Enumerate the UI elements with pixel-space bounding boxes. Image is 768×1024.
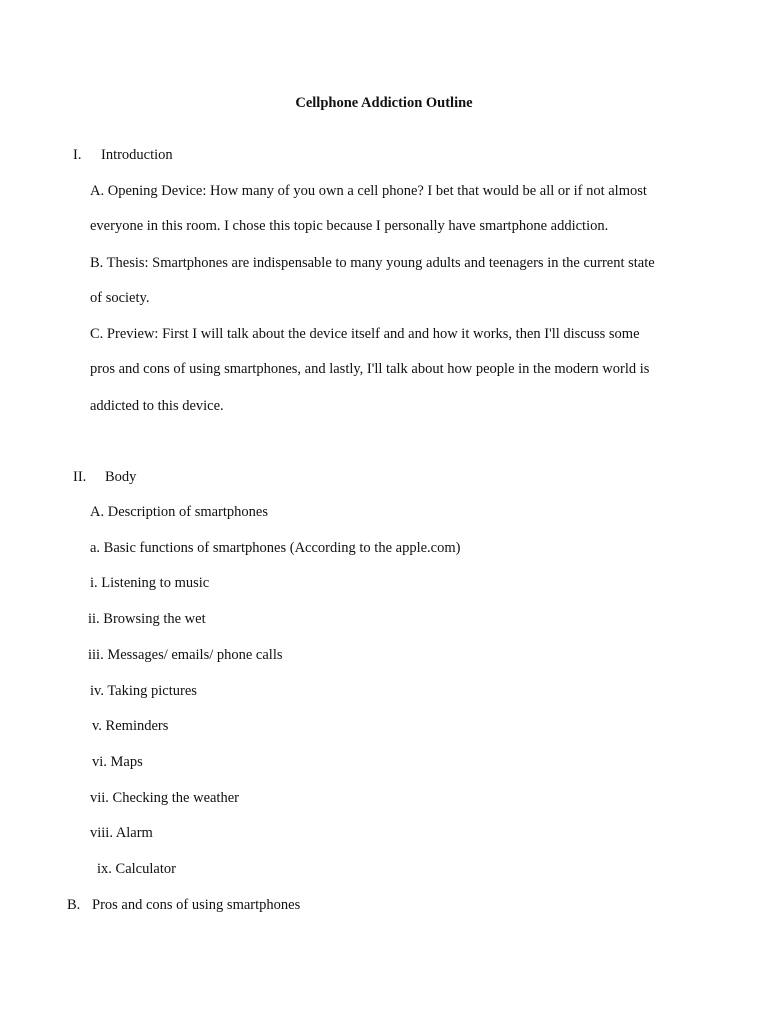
- subsection-numeral: B.: [67, 897, 81, 913]
- section-heading-text: Introduction: [101, 147, 173, 163]
- preview-line-3: addicted to this device.: [90, 398, 224, 414]
- section-numeral: I.: [73, 147, 82, 163]
- list-item: ix. Calculator: [97, 861, 176, 877]
- opening-device-line-2: everyone in this room. I chose this topic because I personally have smartphone addiction.: [90, 218, 609, 234]
- list-item: i. Listening to music: [90, 575, 210, 591]
- preview-line-2: pros and cons of using smartphones, and lastly, I'll talk about how people in the modern world is: [90, 361, 650, 377]
- section-heading-body: [73, 468, 136, 486]
- basic-functions-heading: a. Basic functions of smartphones (According to the apple.com): [90, 540, 461, 556]
- list-item: vii. Checking the weather: [90, 790, 239, 806]
- list-item: ii. Browsing the wet: [88, 611, 206, 627]
- list-item: v. Reminders: [92, 718, 169, 734]
- thesis-line-1: B. Thesis: Smartphones are indispensable to many young adults and teenagers in the current state: [90, 255, 655, 271]
- subsection-text: Pros and cons of using smartphones: [92, 897, 301, 913]
- subsection-description: A. Description of smartphones: [90, 504, 268, 520]
- opening-device-line-1: A. Opening Device: How many of you own a cell phone? I bet that would be all or if not almost: [90, 183, 647, 199]
- document-title: Cellphone Addiction Outline: [295, 95, 473, 111]
- list-item: iii. Messages/ emails/ phone calls: [88, 647, 283, 663]
- section-numeral: II.: [73, 469, 87, 485]
- list-item: iv. Taking pictures: [90, 683, 197, 699]
- subsection-pros-cons: [67, 896, 300, 914]
- list-item: vi. Maps: [92, 754, 143, 770]
- list-item: viii. Alarm: [90, 825, 153, 841]
- preview-line-1: C. Preview: First I will talk about the device itself and and how it works, then I'll discuss some: [90, 326, 640, 342]
- thesis-line-2: of society.: [90, 290, 150, 306]
- section-heading-introduction: [73, 146, 173, 164]
- section-heading-text: Body: [105, 469, 137, 485]
